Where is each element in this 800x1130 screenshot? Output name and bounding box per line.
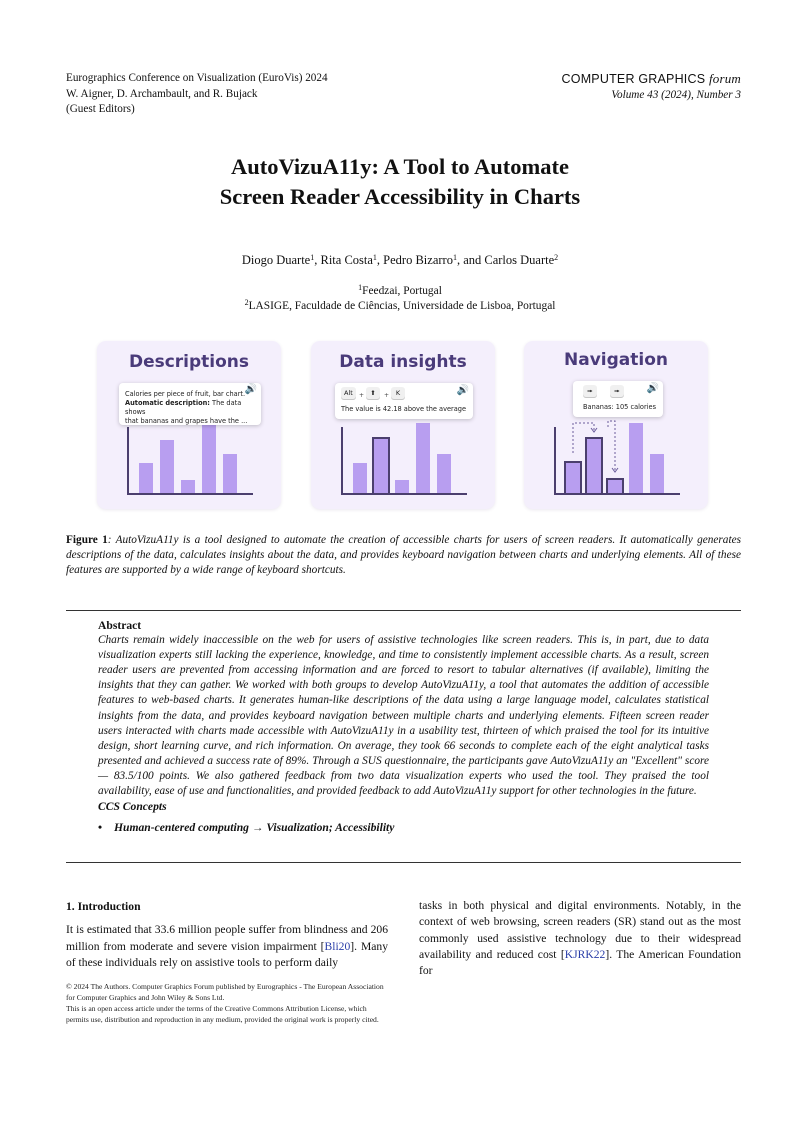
guest-editors-note: (Guest Editors) — [66, 103, 135, 115]
figure-caption: Figure 1: AutoVizuA11y is a tool designed to automate the creation of accessible charts for users of screen readers. It automatically generates descriptions of the data, calculates insights about the data, and provides keyboard navigation between charts and underlying elements. All of these features are supported by a wide range of keyboard shortcuts. — [66, 534, 741, 576]
chart-bar — [437, 454, 451, 493]
figure-label: Figure 1 — [66, 534, 108, 546]
abstract-body: Charts remain widely inaccessible on the web for users of assistive technologies like screen readers. This is, in part, due to data visualization experts still lacking the experience, knowledge, and time to consistently implement accessible charts. As a result, screen reader users are prevented from accessing information and are forced to resort to tabular alternatives (if available), limiting the insights that they can gather. We worked with both groups to develop AutoVizuA11y, a tool that automates the addition of accessible features to web-based charts. It generates human-like descriptions of the data using a large language model, calculates statistical insights from the data, and provides keyboard navigation between multiple charts and underlying elements. Fifteen screen reader users interacted with charts made accessible with AutoVizuA11y in a usability test, thirteen of which praised the tool for its intuitive design, short learning curve, and rich information. On average, they took 66 seconds to complete each of the eight analytical tasks presented and achieved a success rate of 89%. Through a SUS questionnaire, the participants gave AutoVizuA11y an "Excellent" score — 83.5/100 points. We also gathered feedback from two data visualization experts who used the tool. They praised the tool availability, ease of use and functionalities, and provided feedback to add AutoVizuA11y support for other technologies in the future. — [98, 634, 709, 798]
chart-bar — [395, 480, 409, 493]
editors: W. Aigner, D. Archambault, and R. Bujack — [66, 87, 258, 100]
bar-chart — [343, 413, 463, 493]
figure-panel-descriptions — [97, 341, 281, 509]
journal-issue: Volume 43 (2024), Number 3 — [611, 88, 741, 101]
figure-panel-navigation — [524, 341, 708, 509]
intro-left-column — [66, 899, 388, 971]
conference-header — [66, 71, 328, 118]
chart-bar-highlighted — [374, 439, 388, 493]
intro-right-column — [419, 898, 741, 979]
arrow-right-key-icon: 🠚 — [610, 385, 624, 398]
bullet-icon: • — [98, 821, 103, 835]
chart-bar — [202, 423, 216, 493]
journal-header — [562, 71, 741, 103]
key-k: K — [391, 387, 405, 400]
affiliation-2: $^2$LASIGE, Faculdade de Ciências, Universidade de Lisboa, Portugal — [244, 297, 556, 312]
arrow-right-key-icon: 🠚 — [583, 385, 597, 398]
chart-y-axis — [554, 427, 556, 495]
panel-title: Data insights — [339, 352, 467, 372]
speaker-icon: 🔊 — [456, 385, 469, 396]
ccs-item: • Human-centered computing → Visualization; Accessibility — [98, 821, 395, 835]
chart-x-axis — [554, 493, 680, 495]
navigation-popup: 🠚 🠚 Bananas: 105 calories 🔊 — [573, 381, 663, 417]
abstract-section — [98, 618, 709, 835]
chart-bar — [160, 440, 174, 493]
description-popup: Calories per piece of fruit, bar chart. Automatic description: The data shows that bananas and grapes have the ... 🔊 — [119, 383, 261, 425]
license-line: This is an open access article under the terms of the Creative Commons Attribution License, which permits use, distribution and reproduction in any medium, provided the original work is properly cited. — [66, 1004, 379, 1024]
affiliation-1: $^1$Feedzai, Portugal — [358, 283, 442, 297]
copyright-footer — [66, 981, 388, 1025]
key-shift-icon: ⬆ — [366, 387, 380, 400]
intro-paragraph: tasks in both physical and digital environments. Notably, in the context of web browsing, screen readers (SR) stand out as the most commonly used assistive technology due to their widespread availability and reduced cost [KJRK22]. The American Foundation for — [419, 899, 741, 978]
key-alt: Alt — [341, 387, 356, 400]
panel-title: Descriptions — [128, 352, 250, 372]
chart-bar — [353, 463, 367, 493]
navigation-arrows-icon — [564, 417, 634, 477]
affiliations — [0, 284, 800, 313]
intro-paragraph: It is estimated that 33.6 million people suffer from blindness and 206 million from moderate and severe vision impairment [Bli20]. Many of these individuals rely on assistive tools to perform daily — [66, 923, 388, 969]
paper-title: AutoVizuA11y: A Tool to Automate Screen Reader Accessibility in Charts — [219, 154, 581, 209]
chart-bar — [223, 454, 237, 493]
abstract-heading: Abstract — [98, 619, 142, 632]
insight-popup: Alt + ⬆ + K The value is 42.18 above the average 🔊 — [335, 383, 473, 419]
section-heading: 1. Introduction — [66, 900, 141, 913]
author-list: Diogo Duarte$^1$, Rita Costa$^1$, Pedro Bizarro$^1$, and Carlos Duarte$^2$ — [241, 253, 559, 267]
figure-panel-data-insights — [311, 341, 495, 509]
conference-name: Eurographics Conference on Visualization (EuroVis) 2024 — [66, 72, 328, 84]
chart-bar — [416, 423, 430, 493]
speaker-icon: 🔊 — [646, 383, 659, 394]
chart-x-axis — [341, 493, 467, 495]
divider — [66, 862, 741, 863]
chart-x-axis — [127, 493, 253, 495]
citation-link[interactable]: KJRK22 — [564, 947, 606, 961]
chart-y-axis — [127, 427, 129, 495]
journal-name: COMPUTER GRAPHICS forum — [561, 71, 741, 86]
chart-bar — [139, 463, 153, 493]
copyright-line: © 2024 The Authors. Computer Graphics Forum published by Eurographics - The European Association for Computer Graphics and John Wiley & Sons Ltd. — [66, 982, 384, 1002]
chart-bar — [650, 454, 664, 493]
citation-link[interactable]: Bli20 — [324, 939, 351, 953]
ccs-heading: CCS Concepts — [98, 800, 167, 814]
speaker-icon: 🔊 — [244, 384, 257, 395]
chart-y-axis — [341, 427, 343, 495]
chart-bar — [181, 480, 195, 493]
chart-bar-highlighted — [608, 480, 622, 493]
divider — [66, 610, 741, 611]
panel-title: Navigation — [564, 350, 668, 370]
